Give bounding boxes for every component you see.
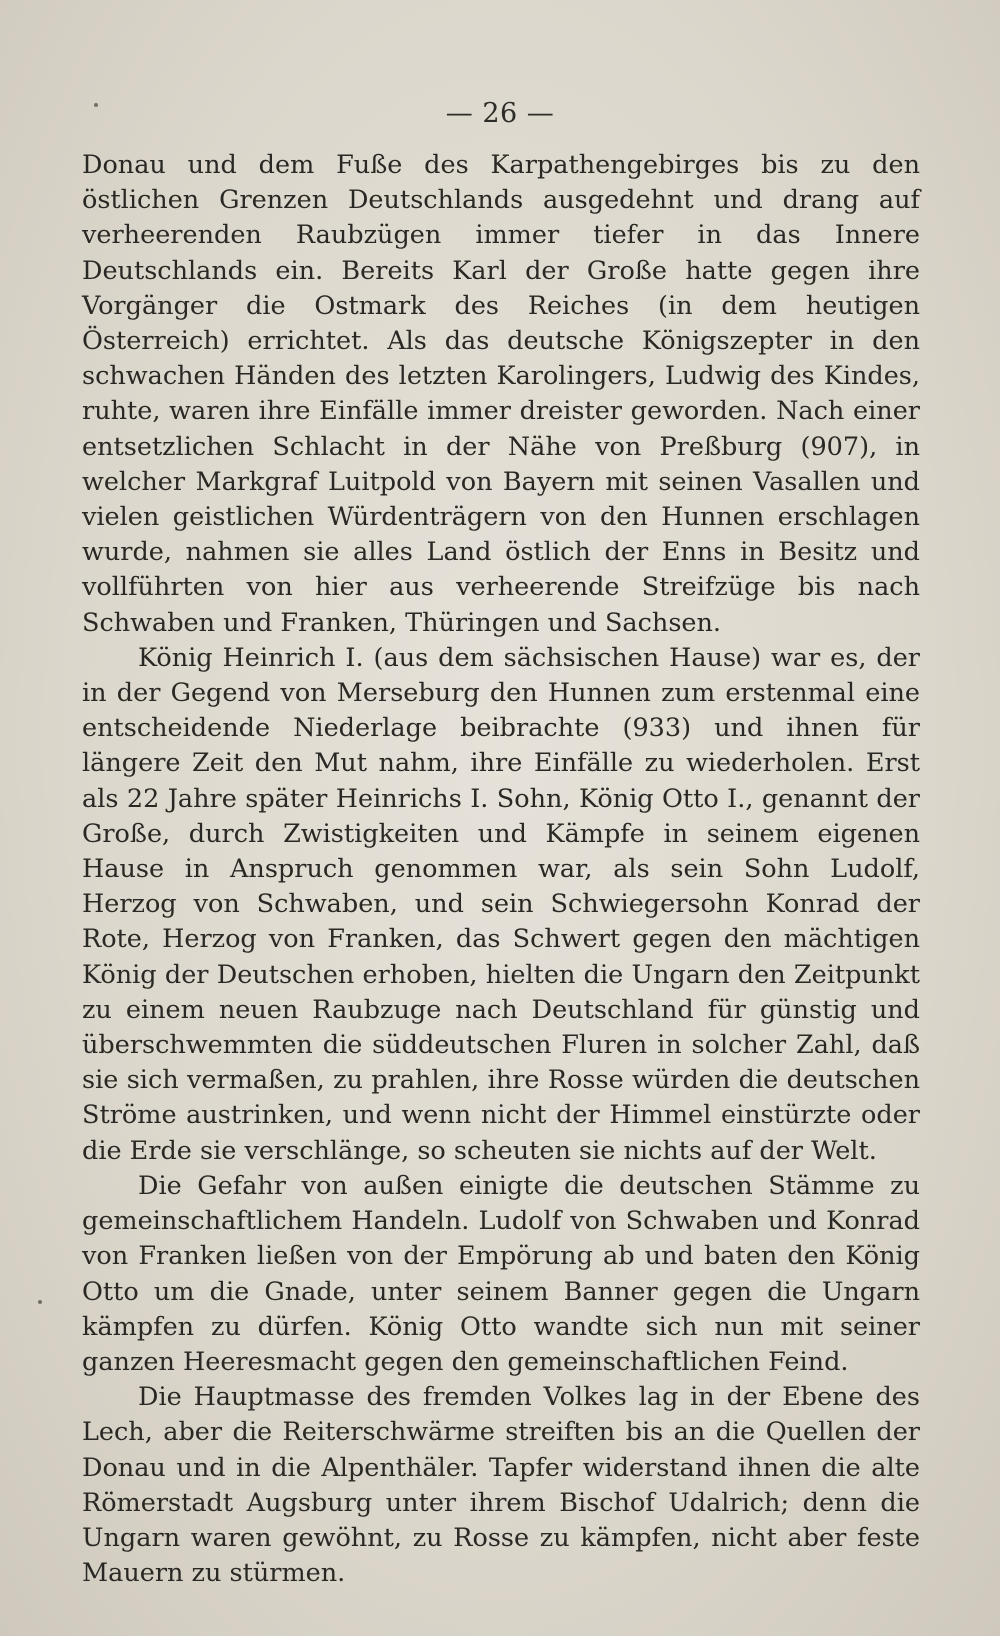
paper-speck — [94, 103, 98, 107]
page-number: — 26 — — [445, 98, 555, 129]
paragraph: König Heinrich I. (aus dem sächsischen Hause) war es, der in der Gegend von Merseburg den Hunnen zum erstenmal eine entscheidende Niederlage beibrachte (933) und ihnen für längere Zeit den Mut nahm, ihre Einfälle zu wiederholen. Erst als 22 Jahre später Heinrichs I. Sohn, König Otto I., genannt der Große, durch Zwistigkeiten und Kämpfe in seinem eigenen Hause in Anspruch genommen war, als sein Sohn Ludolf, Herzog von Schwaben, und sein Schwiegersohn Konrad der Rote, Herzog von Franken, das Schwert gegen den mächtigen König der Deutschen erhoben, hielten die Ungarn den Zeitpunkt zu einem neuen Raubzuge nach Deutschland für günstig und überschwemmten die süddeutschen Fluren in solcher Zahl, daß sie sich vermaßen, zu prahlen, ihre Rosse würden die deutschen Ströme austrinken, und wenn nicht der Himmel einstürzte oder die Erde sie verschlänge, so scheuten sie nichts auf der Welt. — [82, 642, 920, 1166]
paragraph: Donau und dem Fuße des Karpathengebirges bis zu den östlichen Grenzen Deutschlands ausgedehnt und drang auf verheerenden Raubzügen immer tiefer in das Innere Deutschlands ein. Bereits Karl der Große hatte gegen ihre Vorgänger die Ostmark des Reiches (in dem heutigen Österreich) errichtet. Als das deutsche Königszepter in den schwachen Händen des letzten Karolingers, Ludwig des Kindes, ruhte, waren ihre Einfälle immer dreister geworden. Nach einer entsetzlichen Schlacht in der Nähe von Preßburg (907), in welcher Markgraf Luitpold von Bayern mit seinen Vasallen und vielen geistlichen Würdenträgern von den Hunnen erschlagen wurde, nahmen sie alles Land östlich der Enns in Besitz und vollführten von hier aus verheerende Streifzüge bis nach Schwaben und Franken, Thüringen und Sachsen. — [82, 150, 920, 638]
paragraph: Die Hauptmasse des fremden Volkes lag in der Ebene des Lech, aber die Reiterschwärme streiften bis an die Quellen der Donau und in die Alpenthäler. Tapfer widerstand ihnen die alte Römerstadt Augsburg unter ihrem Bischof Udalrich; denn die Ungarn waren gewöhnt, zu Rosse zu kämpfen, nicht aber feste Mauern zu stürmen. — [82, 1382, 920, 1589]
paper-speck — [38, 1300, 42, 1304]
paragraph: Die Gefahr von außen einigte die deutschen Stämme zu gemeinschaftlichem Handeln. Ludolf von Schwaben und Konrad von Franken ließen von der Empörung ab und baten den König Otto um die Gnade, unter seinem Banner gegen die Ungarn kämpfen zu dürfen. König Otto wandte sich nun mit seiner ganzen Heeresmacht gegen den gemeinschaftlichen Feind. — [82, 1170, 920, 1377]
body-text — [82, 148, 920, 1591]
